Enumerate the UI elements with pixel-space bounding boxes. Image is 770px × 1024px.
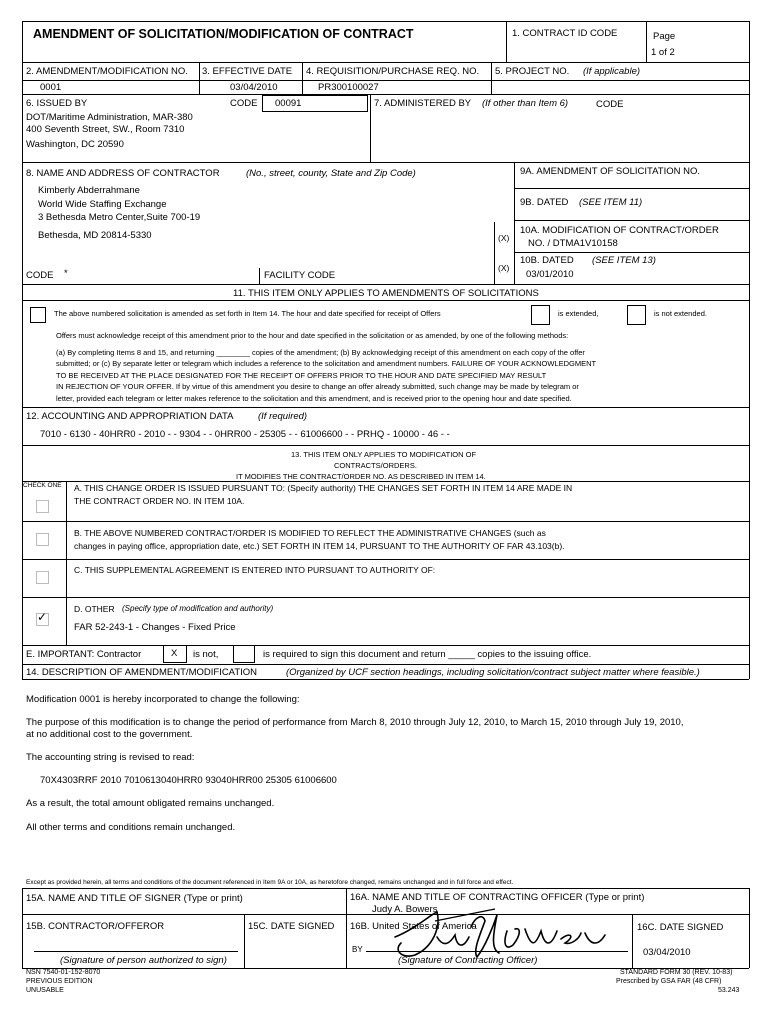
contract-id-label: 1. CONTRACT ID CODE [512, 28, 618, 39]
item10b-mark: (X) [498, 263, 510, 273]
description-para-1: Modification 0001 is hereby incorporated to change the following: [26, 694, 300, 705]
item16b-label: 16B. United States of America [350, 921, 477, 932]
item3-label: 3. EFFECTIVE DATE [202, 66, 293, 77]
item11-line-2: Offers must acknowledge receipt of this amendment prior to the hour and date specified in the solicitation or as amended, by one of the following methods: [56, 331, 569, 340]
item4-value: PR300100027 [318, 82, 379, 93]
item15b-label: 15B. CONTRACTOR/OFFEROR [26, 921, 165, 932]
gsa-label: Prescribed by GSA FAR (48 CFR) [616, 978, 722, 985]
standard-form-label: STANDARD FORM 30 (REV. 10-83) [620, 969, 733, 976]
issuer-line-3: Washington, DC 20590 [26, 139, 124, 150]
item10b-value: 03/01/2010 [526, 269, 574, 280]
by-label: BY [352, 945, 363, 954]
item13a-checkbox[interactable] [36, 500, 49, 513]
description-para-3: The accounting string is revised to read: [26, 752, 195, 763]
description-para-2b: at no additional cost to the government. [26, 729, 193, 740]
issuer-line-2: 400 Seventh Street, SW., Room 7310 [26, 124, 185, 135]
issuer-line-1: DOT/Maritime Administration, MAR-380 [26, 112, 193, 123]
item11-para-2: submitted; or (c) By separate letter or telegram which includes a reference to the solicitation and amendment numbers. FAILURE OF YOUR ACKNOWLEDGMENT [56, 359, 597, 368]
item16c-label: 16C. DATE SIGNED [637, 922, 724, 933]
item5-note: (If applicable) [583, 66, 641, 77]
item12-note: (If required) [258, 411, 308, 422]
officer-name: Judy A. Bowers [372, 904, 438, 915]
is-required-checkbox[interactable] [233, 645, 255, 663]
item7-note: (If other than Item 6) [482, 98, 569, 109]
item12-label: 12. ACCOUNTING AND APPROPRIATION DATA [26, 411, 234, 422]
contractor-code-value: * [64, 268, 68, 279]
officer-signature [375, 907, 615, 967]
item13c-line-1: C. THIS SUPPLEMENTAL AGREEMENT IS ENTERED INTO PURSUANT TO AUTHORITY OF: [74, 565, 436, 575]
item10a-mark: (X) [498, 233, 510, 243]
not-extended-label: is not extended. [654, 309, 707, 318]
contractor-line-3: 3 Bethesda Metro Center,Suite 700-19 [38, 212, 201, 223]
checkmark-icon: ✓ [37, 610, 48, 624]
item14-note: (Organized by UCF section headings, including solicitation/contract subject matter where feasible.) [286, 667, 700, 678]
item11-heading: 11. THIS ITEM ONLY APPLIES TO AMENDMENTS OF SOLICITATIONS [233, 288, 539, 299]
description-para-5: As a result, the total amount obligated remains unchanged. [26, 798, 275, 809]
item8-label: 8. NAME AND ADDRESS OF CONTRACTOR [26, 168, 220, 179]
description-para-2a: The purpose of this modification is to change the period of performance from March 8, 2010 through July 12, 2010, to March 15, 2010 through July 19, 2010, [26, 717, 684, 728]
item9b-note: (SEE ITEM 11) [579, 197, 643, 208]
item11-amended-checkbox[interactable] [30, 307, 46, 323]
item10a-label: 10A. MODIFICATION OF CONTRACT/ORDER [520, 225, 719, 236]
item13d-label: D. OTHER [74, 604, 115, 614]
item13b-line-2: changes in paying office, appropriation date, etc.) SET FORTH IN ITEM 14, PURSUANT TO THE AUTHORITY OF FAR 43.103(b). [74, 541, 565, 551]
item16a-label: 16A. NAME AND TITLE OF CONTRACTING OFFICER (Type or print) [350, 892, 645, 903]
important-label: E. IMPORTANT: Contractor [26, 649, 142, 660]
item11-para-3: TO BE RECEIVED AT THE PLACE DESIGNATED FOR THE RECEIPT OF OFFERS PRIOR TO THE HOUR AND DATE SPECIFIED MAY RESULT [56, 371, 547, 380]
item6-label: 6. ISSUED BY [26, 98, 88, 109]
item7-code-label: CODE [596, 99, 624, 110]
check-one-label: CHECK ONE [23, 482, 62, 489]
item6-code-label: CODE [230, 98, 258, 109]
is-not-label: is not, [193, 649, 219, 660]
item13d-value: FAR 52-243-1 - Changes - Fixed Price [74, 622, 236, 633]
item13b-checkbox[interactable] [36, 533, 49, 546]
item5-label: 5. PROJECT NO. [495, 66, 570, 77]
item13-heading-2: CONTRACTS/ORDERS. [334, 461, 417, 470]
item8-note: (No., street, county, State and Zip Code) [246, 168, 416, 179]
except-text: Except as provided herein, all terms and conditions of the document referenced in Item 9A or 10A, as heretofore changed, remains unchanged and in full force and effect. [26, 879, 514, 886]
description-para-4: 70X4303RRF 2010 7010613040HRR0 93040HRR00 25305 61006600 [40, 775, 337, 786]
unusable-label: UNUSABLE [26, 987, 64, 994]
item10b-label: 10B. DATED [520, 255, 574, 266]
previous-edition-label: PREVIOUS EDITION [26, 978, 93, 985]
item4-label: 4. REQUISITION/PURCHASE REQ. NO. [306, 66, 480, 77]
contractor-line-2: World Wide Staffing Exchange [38, 199, 167, 210]
item11-line-1: The above numbered solicitation is amended as set forth in Item 14. The hour and date specified for receipt of Offers [54, 309, 441, 318]
item15a-label: 15A. NAME AND TITLE OF SIGNER (Type or print) [26, 893, 243, 904]
contractor-line-4: Bethesda, MD 20814-5330 [38, 230, 152, 241]
item7-label: 7. ADMINISTERED BY [374, 98, 472, 109]
extended-checkbox[interactable] [531, 305, 550, 325]
item13d-note: (Specify type of modification and authority) [122, 604, 274, 613]
item10a-value: NO. / DTMA1V10158 [528, 238, 618, 249]
item2-label: 2. AMENDMENT/MODIFICATION NO. [26, 66, 188, 77]
item13-heading-3: IT MODIFIES THE CONTRACT/ORDER NO. AS DESCRIBED IN ITEM 14. [236, 472, 486, 481]
item13a-line-2: THE CONTRACT ORDER NO. IN ITEM 10A. [74, 496, 245, 506]
item13b-line-1: B. THE ABOVE NUMBERED CONTRACT/ORDER IS MODIFIED TO REFLECT THE ADMINISTRATIVE CHANGES (such as [74, 528, 546, 538]
item3-value: 03/04/2010 [230, 82, 278, 93]
item11-para-5: letter, provided each telegram or letter makes reference to the solicitation and this amendment, and is received prior to the opening hour and date specified. [56, 394, 572, 403]
is-required-text: is required to sign this document and return _____ copies to the issuing office. [263, 649, 592, 660]
signature-caption-contractor: (Signature of person authorized to sign) [60, 955, 227, 966]
form-title: AMENDMENT OF SOLICITATION/MODIFICATION OF CONTRACT [33, 27, 414, 41]
date-signed-value: 03/04/2010 [643, 947, 691, 958]
accounting-data-value: 7010 - 6130 - 40HRR0 - 2010 - - 9304 - - 0HRR00 - 25305 - - 61006600 - - PRHQ - 10000 - 46 - - [40, 429, 450, 440]
description-para-6: All other terms and conditions remain unchanged. [26, 822, 236, 833]
signature-caption-officer: (Signature of Contracting Officer) [398, 955, 538, 966]
item11-para-4: IN REJECTION OF YOUR OFFER. If by virtue of this amendment you desire to change an offer already submitted, such change may be made by telegram or [56, 382, 579, 391]
contractor-line-1: Kimberly Abderrahmane [38, 185, 140, 196]
not-extended-checkbox[interactable] [627, 305, 646, 325]
item6-code-value: 00091 [275, 98, 302, 109]
contractor-code-label: CODE [26, 270, 54, 281]
item13a-line-1: A. THIS CHANGE ORDER IS ISSUED PURSUANT TO: (Specify authority) THE CHANGES SET FORTH IN ITEM 14 ARE MADE IN [74, 483, 573, 493]
item9b-label: 9B. DATED [520, 197, 569, 208]
item15c-label: 15C. DATE SIGNED [248, 921, 335, 932]
item13-heading-1: 13. THIS ITEM ONLY APPLIES TO MODIFICATION OF [291, 450, 477, 459]
far-number-label: 53.243 [718, 987, 740, 994]
nsn-label: NSN 7540-01-152-8070 [26, 969, 101, 976]
item9a-label: 9A. AMENDMENT OF SOLICITATION NO. [520, 166, 700, 177]
item10b-note: (SEE ITEM 13) [592, 255, 656, 266]
is-not-mark: X [171, 648, 178, 659]
page-label: Page [653, 31, 676, 42]
extended-label: is extended, [558, 309, 599, 318]
page-value: 1 of 2 [651, 47, 675, 58]
item2-value: 0001 [40, 82, 62, 93]
item13c-checkbox[interactable] [36, 571, 49, 584]
facility-code-label: FACILITY CODE [264, 270, 336, 281]
item11-para-1: (a) By completing Items 8 and 15, and returning ________ copies of the amendment; (b) By acknowledging receipt of this amendment on each copy of the offer [56, 348, 585, 357]
item14-label: 14. DESCRIPTION OF AMENDMENT/MODIFICATION [26, 667, 258, 678]
